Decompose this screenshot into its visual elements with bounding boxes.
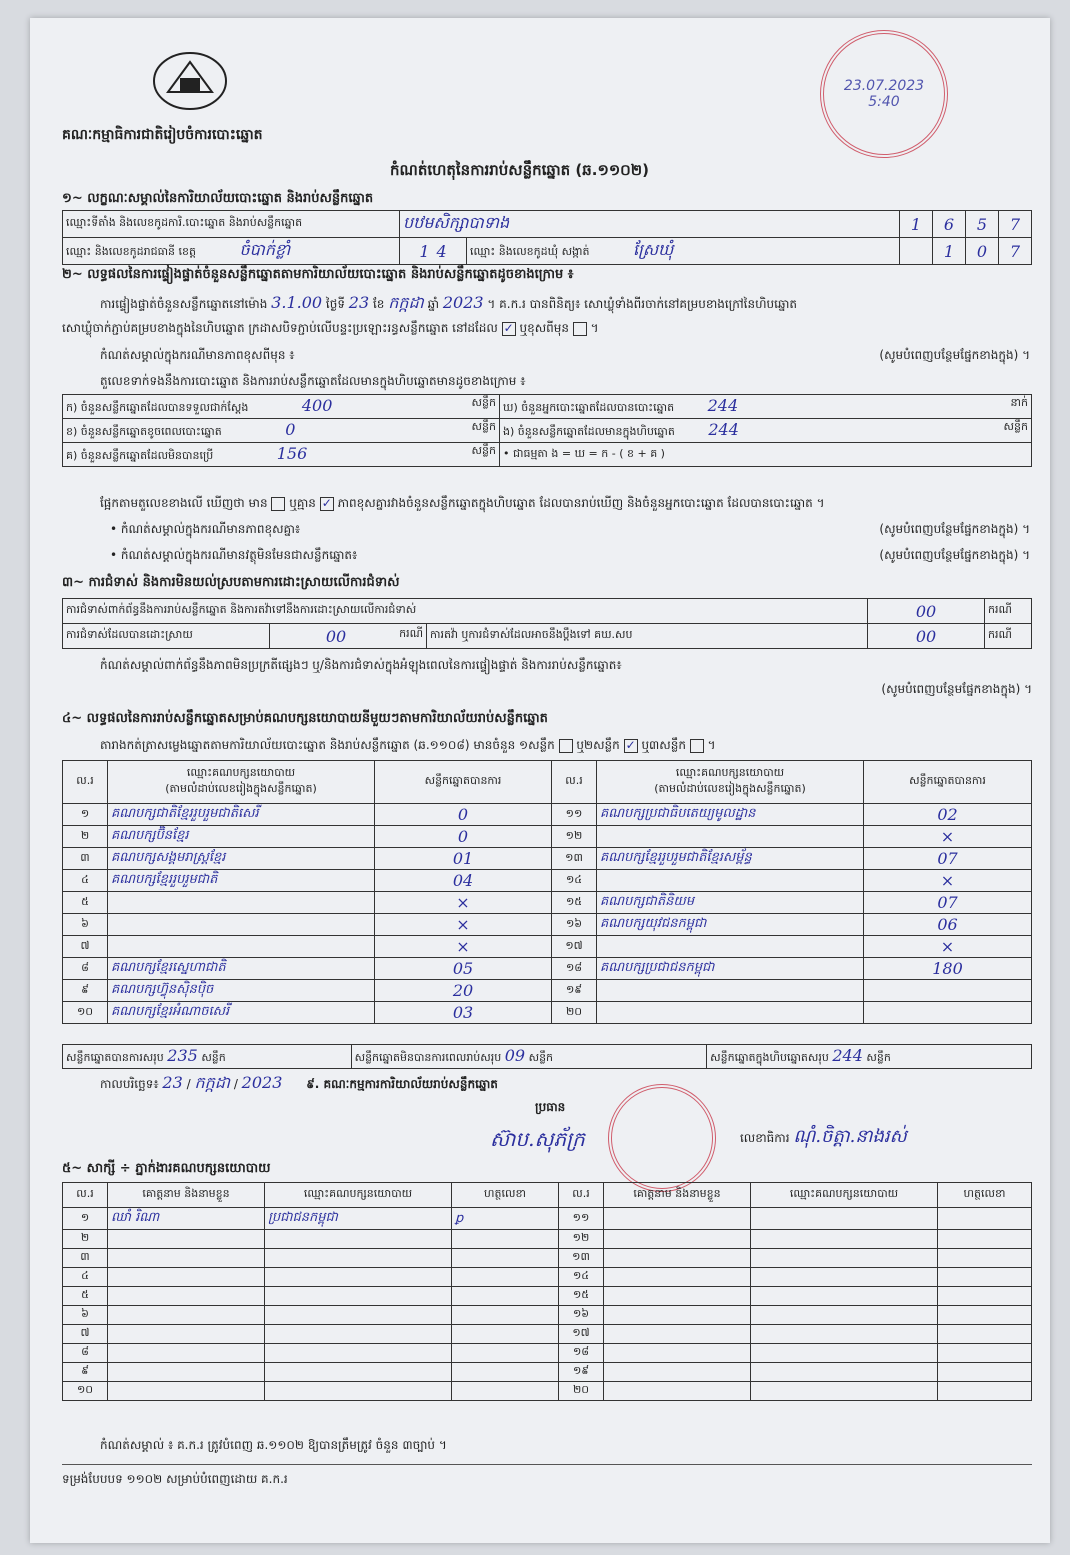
figures-intro: តួលេខទាក់ទងនឹងការបោះឆ្នោត និងការរាប់សន្លឹកឆ្នោតដែលមានក្នុងហិបឆ្នោតមានដូចខាងក្រោម ៖ (100, 374, 526, 388)
voters-value: 244 (707, 396, 739, 415)
document-page: គណៈកម្មាធិការជាតិរៀបចំការបោះឆ្នោត 23.07.2023 5:40 កំណត់ហេតុនៃការរាប់សន្លឹកឆ្នោត (ឆ.១១០២) ១~ លក្ខណៈសម្គាល់នៃការិយាល័យបោះឆ្នោត និងរាប់សន្លឹកឆ្នោត ឈ្មោះទីតាំង និងលេខកូដការិ.បោះឆ្នោត និងរាប់សន្លឹកឆ្នោត បឋមសិក្សាបាទាង 1 6 5 7 ឈ្មោះ និងលេខកូដរាជធានី ខេត្ត ចំបាក់ខ្លាំ 1 4 ឈ្មោះ និងលេខកូដឃុំ សង្កាត់ ស្រែឃុំ 1 0 7 ២~ លទ្ធផលនៃការផ្ទៀងផ្ទាត់ចំនួនសន្លឹកឆ្នោតតាមការិយាល័យបោះឆ្នោត និងរាប់សន្លឹកឆ្នោតដូចខាងក្រោម ៖ ការផ្ទៀងផ្ទាត់ចំនួនសន្លឹកឆ្នោតនៅម៉ោង 3.1.00 ថ្ងៃទី 23 ខែ កក្កដា ឆ្នាំ 2023 ។ គ.ក.រ បានពិនិត្យ៖ សោឃ្លុំទាំងពីរចាក់នៅគម្របខាងក្រៅនៃហិបឆ្នោត សោឃ្លុំចាក់ភ្ជាប់គម្របខាងក្នុងនៃហិបឆ្នោត ក្រដាសបិទភ្ជាប់លើបន្ទះប្រឡោះរន្ធសន្លឹកឆ្នោត នៅដដែល ✓ ឬខុសពីមុន ។ កំណត់សម្គាល់ក្នុងករណីមានភាពខុសពីមុន ៖ (សូមបំពេញបន្ថែមផ្នែកខាងក្នុង) ។ តួលេខទាក់ទងនឹងការបោះឆ្នោត និងការរាប់សន្លឹកឆ្នោតដែលមានក្នុងហិបឆ្នោតមានដូចខាងក្រោម ៖ ក) ចំនួនសន្លឹកឆ្នោតដែលបានទទួលជាក់ស្តែង 400 សន្លឹក ឃ) ចំនួនអ្នកបោះឆ្នោតដែលបានបោះឆ្នោត 244 នាក់ ខ) ចំនួនសន្លឹកឆ្នោតខូចពេលបោះឆ្នោត 0 សន្លឹក ង) ចំនួនសន្លឹកឆ្នោតដែលមានក្នុងហិបឆ្នោត 244 សន្លឹក គ) ចំនួនសន្លឹកឆ្នោតដែលមិនបានប្រើ 156 សន្លឹក • ជាធម្មតា ង = ឃ = ក - ( ខ + គ ) ផ្អែកតាមតួលេខខាងលើ ឃើញថា មាន ឬគ្មាន ✓ ភាពខុសគ្នារវាងចំនួនសន្លឹកឆ្នោតក្នុងហិបឆ្នោត ដែលបានរាប់ឃើញ និងចំនួនអ្នកបោះឆ្នោត ដែលបានបោះឆ្នោត ។ • កំណត់សម្គាល់ក្នុងករណីមានភាពខុសគ្នា៖ (សូមបំពេញបន្ថែមផ្នែកខាងក្នុង) ។ • កំណត់សម្គាល់ក្នុងករណីមានវត្ថុមិនមែនជាសន្លឹកឆ្នោត៖ (សូមបំពេញបន្ថែមផ្នែកខាងក្នុង) ។ ៣~ ការជំទាស់ និងការមិនយល់ស្របតាមការដោះស្រាយលើការជំទាស់ ការជំទាស់ពាក់ព័ន្ធនឹងការរាប់សន្លឹកឆ្នោត និងការតវ៉ាទៅនឹងការដោះស្រាយលើការជំទាស់ 00 ករណី ការជំទាស់ដែលបានដោះស្រាយ 00 ករណី ការតវ៉ា ឬការជំទាស់ដែលអាចនឹងប្តឹងទៅ គឃ.សប 00 ករណី កំណត់សម្គាល់ពាក់ព័ន្ធនឹងភាពមិនប្រក្រតីផ្សេងៗ ឬ/និងការជំទាស់ក្នុងអំឡុងពេលនៃការផ្ទៀងផ្ទាត់ និងការរាប់សន្លឹកឆ្នោត៖ (សូមបំពេញបន្ថែមផ្នែកខាងក្នុង) ។ ៤~ លទ្ធផលនៃការរាប់សន្លឹកឆ្នោតសម្រាប់គណបក្សនយោបាយនីមួយៗតាមការិយាល័យរាប់សន្លឹកឆ្នោត តារាងកត់ត្រាសម្លេងឆ្នោតតាមការិយាល័យបោះឆ្នោត និងរាប់សន្លឹកឆ្នោត (ឆ.១១០៨) មានចំនួន ១សន្លឹក ឬ២សន្លឹក ✓ ឬ៣សន្លឹក ។ ល.រ ឈ្មោះគណបក្សនយោបាយ (តាមលំដាប់លេខរៀងក្នុងសន្លឹកឆ្នោត) សន្លឹកឆ្នោតបានការ ល.រ ឈ្មោះគណបក្សនយោបាយ (តាមលំដាប់លេខរៀងក្នុងសន្លឹកឆ្នោត) សន្លឹកឆ្នោតបានការ ១ គណបក្សជាតិខ្មែររួបរួមជាតិសេរី 0 ១១ គណបក្សប្រជាធិបតេយ្យមូលដ្ឋាន 02 ២ គណបក្សប៊ិនខ្មែរ 0 ១២ × ៣ គណបក្សសង្គមរាស្ត្រខ្មែរ 01 ១៣ គណបក្សខ្មែររួបរួមជាតិខ្មែរសម្ព័ន្ធ 07 ៤ គណបក្សខ្មែររួបរួមជាតិ 04 ១៤ × ៥ × ១៥ គណបក្សជាតិនិយម 07 ៦ × ១៦ គណបក្សយុវជនកម្ពុជា 06 ៧ × ១៧ × ៨ គណបក្សខ្មែរស្នេហាជាតិ 05 ១៨ គណបក្សប្រជាជនកម្ពុជា 180 ៩ គណបក្សហ៊្វុនស៊ិនប៉ិច 20 ១៩ ១០ គណបក្សខ្មែរអំណាចសេរី 03 ២០ សន្លឹកឆ្នោតបានការសរុប 235 សន្លឹក សន្លឹកឆ្នោតមិនបានការពេលរាប់សរុប 09 សន្លឹក សន្លឹកឆ្នោតក្នុងហិបឆ្នោតសរុប 244 សន្លឹក កាលបរិច្ឆេទ៖ 23 / កក្កដា / 2023 ៩. គណៈកម្មការការិយាល័យរាប់សន្លឹកឆ្នោត ប្រធាន ស៊ាប.សុភ័ក្រ លេខាធិការ ណុំ.ចិត្តា.នាងរស់ ៥~ សាក្សី ÷ ភ្នាក់ងារគណបក្សនយោបាយ ល.រ គោត្តនាម និងនាមខ្លួន ឈ្មោះគណបក្សនយោបាយ ហត្ថលេខា ល.រ គោត្តនាម និងនាមខ្លួន ឈ្មោះគណបក្សនយោបាយ ហត្ថលេខា ១ ឈាំ រិណា ប្រជាជនកម្ពុជា ꝑ ១១ ២ ១២ ៣ ១៣ ៤ ១៤ ៥ ១៥ ៦ ១៦ ៧ ១៧ ៨ ១៨ ៩ ១៩ ១០ ២០ កំណត់សម្គាល់ ៖ គ.ក.រ ត្រូវបំពេញ ឆ.១១០២ ឱ្យបានត្រឹមត្រូវ ចំនួន ៣ច្បាប់ ។ ទម្រង់បែបបទ ១១០២ សម្រាប់បំពេញដោយ គ.ក.រ (30, 18, 1050, 1543)
location-code-4: 7 (1009, 214, 1021, 234)
receipt-stamp (820, 30, 948, 158)
row-no: ៤ (81, 1269, 89, 1282)
vote-count: 04 (452, 871, 474, 890)
row-no: ១៧ (565, 938, 583, 952)
row-no: ៦ (81, 916, 89, 930)
row-no: ៣ (80, 850, 90, 864)
table-row (63, 1382, 1032, 1401)
nec-logo (150, 50, 230, 112)
row-no: ៩ (81, 1364, 89, 1377)
row-no: ១៨ (572, 1345, 590, 1358)
table-row (63, 1230, 1032, 1249)
total-box-value: 244 (832, 1046, 863, 1065)
row-no: ១២ (565, 828, 583, 842)
row-no: ១៩ (565, 982, 583, 996)
party-name: គណបក្សខ្មែរអំណាចសេរី (111, 1004, 230, 1019)
seal-line: សោឃ្លុំចាក់ភ្ជាប់គម្របខាងក្នុងនៃហិបឆ្នោត ក្រដាសបិទភ្ជាប់លើបន្ទះប្រឡោះរន្ធសន្លឹកឆ្នោត នៅដដែល ✓ ឬខុសពីមុន ។ (62, 320, 599, 335)
row-no: ២ (80, 828, 90, 842)
table-row (63, 892, 1032, 914)
table-row (63, 1344, 1032, 1363)
row-no: ៤ (81, 872, 89, 886)
location-label: ឈ្មោះទីតាំង និងលេខកូដការិ.បោះឆ្នោត និងរាប់សន្លឹកឆ្នោត (63, 211, 400, 238)
row-no: ២ (80, 1231, 90, 1244)
province-label: ឈ្មោះ និងលេខកូដរាជធានី ខេត្ត ចំបាក់ខ្លាំ (63, 238, 400, 265)
table-row (63, 1208, 1032, 1230)
table-row (63, 1002, 1032, 1024)
vote-count: 01 (452, 849, 474, 868)
row-no: ១៣ (572, 1250, 590, 1263)
vote-count: × (456, 915, 470, 934)
table-row (63, 1363, 1032, 1382)
complaints-table: ការជំទាស់ពាក់ព័ន្ធនឹងការរាប់សន្លឹកឆ្នោត និងការតវ៉ាទៅនឹងការដោះស្រាយលើការជំទាស់ 00 ករណី ការជំទាស់ដែលបានដោះស្រាយ 00 ករណី ការតវ៉ា ឬការជំទាស់ដែលអាចនឹងប្តឹងទៅ គឃ.សប 00 ករណី (62, 598, 1032, 649)
table-row (63, 958, 1032, 980)
same-checkbox[interactable]: ✓ (503, 320, 514, 335)
row-no: ៣ (80, 1250, 90, 1263)
vote-count: × (456, 937, 470, 956)
row-no: ៨ (81, 960, 89, 974)
totals-table: សន្លឹកឆ្នោតបានការសរុប 235 សន្លឹក សន្លឹកឆ្នោតមិនបានការពេលរាប់សរុប 09 សន្លឹក សន្លឹកឆ្នោតក្នុងហិបឆ្នោតសរុប 244 សន្លឹក (62, 1044, 1032, 1069)
mismatch-note: • កំណត់សម្គាល់ក្នុងករណីមានភាពខុសគ្នា៖ (សូមបំពេញបន្ថែមផ្នែកខាងក្នុង) ។ (110, 522, 1030, 536)
section3-heading: ៣~ ការជំទាស់ និងការមិនយល់ស្របតាមការដោះស្រាយលើការជំទាស់ (62, 575, 400, 590)
row-no: ៥ (81, 1288, 89, 1301)
party-name: គណបក្សជាតិនិយម (600, 894, 695, 909)
table-row (63, 848, 1032, 870)
vote-count: 0 (457, 805, 469, 824)
row-no: ៧ (80, 1326, 90, 1339)
foreign-object-note: • កំណត់សម្គាល់ក្នុងករណីមានវត្ថុមិនមែនជាសន្លឹកឆ្នោត៖ (សូមបំពេញបន្ថែមផ្នែកខាងក្នុង) ។ (110, 548, 1030, 562)
location-value: បឋមសិក្សាបាទាង (403, 213, 510, 232)
row-no: ១១ (572, 1210, 590, 1224)
committee-seal (608, 1084, 716, 1192)
row-no: ៩ (81, 982, 89, 996)
row-no: ១៤ (572, 1269, 590, 1282)
unused-value: 156 (276, 444, 308, 463)
vote-count: 05 (452, 959, 474, 978)
witness-party: ប្រជាជនកម្ពុជា (268, 1210, 338, 1225)
commune-code-3: 7 (1009, 241, 1021, 261)
party-name: គណបក្សប្រជាធិបតេយ្យមូលដ្ឋាន (600, 806, 756, 821)
received-value: 400 (301, 396, 333, 415)
section4-heading: ៤~ លទ្ធផលនៃការរាប់សន្លឹកឆ្នោតសម្រាប់គណបក្សនយោបាយនីមួយៗតាមការិយាល័យរាប់សន្លឹកឆ្នោត (62, 711, 548, 726)
vote-count: 180 (932, 959, 963, 978)
committee-name: គណៈកម្មាធិការជាតិរៀបចំការបោះឆ្នោត (62, 127, 263, 143)
in-box-value: 244 (708, 420, 739, 439)
province-code: 1 (419, 241, 430, 261)
appeal-value: 00 (915, 626, 937, 646)
commune-code-1: 1 (943, 241, 955, 261)
chair-signature: ស៊ាប.សុភ័ក្រ (490, 1127, 585, 1151)
commune-value: ស្រែឃុំ (633, 240, 674, 259)
vote-count: × (456, 893, 470, 912)
vote-count: × (940, 827, 955, 846)
chair-label: ប្រធាន (535, 1100, 566, 1114)
location-code-1: 1 (910, 214, 922, 234)
verify-month: កក្កដា (388, 293, 424, 312)
row-no: ២០ (565, 1004, 583, 1018)
section1-heading: ១~ លក្ខណៈសម្គាល់នៃការិយាល័យបោះឆ្នោត និងរាប់សន្លឹកឆ្នោត (62, 191, 374, 206)
irregularity-note: កំណត់សម្គាល់ពាក់ព័ន្ធនឹងភាពមិនប្រក្រតីផ្សេងៗ ឬ/និងការជំទាស់ក្នុងអំឡុងពេលនៃការផ្ទៀងផ្ទាត់ និងការរាប់សន្លឹកឆ្នោត៖ (100, 658, 622, 672)
party-name: គណបក្សខ្មែរស្នេហាជាតិ (111, 960, 226, 975)
table-row (63, 1249, 1032, 1268)
sheets-line: តារាងកត់ត្រាសម្លេងឆ្នោតតាមការិយាល័យបោះឆ្នោត និងរាប់សន្លឹកឆ្នោត (ឆ.១១០៨) មានចំនួន ១សន្លឹក ឬ២សន្លឹក ✓ ឬ៣សន្លឹក ។ (100, 737, 716, 752)
witness-table: ល.រ គោត្តនាម និងនាមខ្លួន ឈ្មោះគណបក្សនយោបាយ ហត្ថលេខា ល.រ គោត្តនាម និងនាមខ្លួន ឈ្មោះគណបក្សនយោបាយ ហត្ថលេខា ១ ឈាំ រិណា ប្រជាជនកម្ពុជា ꝑ ១១ ២ ១២ ៣ ១៣ ៤ ១៤ ៥ ១៥ ៦ ១៦ ៧ ១៧ ៨ ១៨ ៩ ១៩ ១០ ២០ (62, 1182, 1032, 1401)
party-name: គណបក្សខ្មែររួបរួមជាតិ (111, 872, 218, 887)
different-checkbox[interactable] (573, 322, 587, 336)
party-name: គណបក្សប្រជាជនកម្ពុជា (600, 960, 715, 975)
footer-divider (62, 1464, 1032, 1465)
table-row (63, 936, 1032, 958)
row-no: ១ (80, 1210, 90, 1224)
row-no: ១០ (76, 1383, 94, 1396)
table-row (63, 1306, 1032, 1325)
verify-line: ការផ្ទៀងផ្ទាត់ចំនួនសន្លឹកឆ្នោតនៅម៉ោង 3.1.00 ថ្ងៃទី 23 ខែ កក្កដា ឆ្នាំ 2023 ។ គ.ក.រ បានពិនិត្យ៖ សោឃ្លុំទាំងពីរចាក់នៅគម្របខាងក្រៅនៃហិបឆ្នោត (100, 293, 797, 312)
complaints-label: ការជំទាស់ពាក់ព័ន្ធនឹងការរាប់សន្លឹកឆ្នោត និងការតវ៉ាទៅនឹងការដោះស្រាយលើការជំទាស់ (63, 599, 868, 624)
vote-count: × (940, 871, 955, 890)
vote-count: 03 (452, 1003, 474, 1022)
row-no: ១៦ (565, 916, 583, 930)
vote-count: 0 (457, 827, 469, 846)
vote-count: 07 (937, 893, 958, 912)
spoiled-value: 0 (285, 420, 296, 439)
row-no: ១៧ (572, 1326, 590, 1339)
party-name: គណបក្សខ្មែររួបរួមជាតិខ្មែរសម្ព័ន្ធ (600, 850, 752, 865)
vote-count: 20 (452, 981, 474, 1000)
table-row (63, 1287, 1032, 1306)
table-row (63, 804, 1032, 826)
vote-count: × (940, 937, 955, 956)
row-no: ១៥ (565, 894, 583, 908)
total-valid-value: 235 (167, 1046, 198, 1065)
stamp-time: 5:40 (868, 94, 900, 110)
location-code-3: 5 (976, 214, 988, 234)
resolved-value: 00 (325, 626, 347, 646)
row-no: ១៨ (565, 960, 583, 974)
table-row (63, 1268, 1032, 1287)
location-code-2: 6 (943, 214, 955, 234)
row-no: ១៣ (565, 850, 583, 864)
party-name: គណបក្សប៊ិនខ្មែរ (111, 828, 189, 843)
row-no: ១៦ (572, 1307, 590, 1320)
row-no: ១០ (76, 1004, 94, 1018)
row-no: ១ (80, 806, 90, 820)
has-difference-checkbox[interactable] (271, 497, 285, 511)
secretary: លេខាធិការ ណុំ.ចិត្តា.នាងរស់ (740, 1126, 907, 1147)
party-name: គណបក្សជាតិខ្មែររួបរួមជាតិសេរី (111, 806, 259, 821)
commune-label: ឈ្មោះ និងលេខកូដឃុំ សង្កាត់ ស្រែឃុំ (467, 238, 900, 265)
row-no: ១៥ (572, 1288, 590, 1301)
province-value: ចំបាក់ខ្លាំ (239, 240, 291, 259)
total-invalid-value: 09 (504, 1046, 526, 1065)
row-no: ៥ (81, 894, 89, 908)
section1-table: ឈ្មោះទីតាំង និងលេខកូដការិ.បោះឆ្នោត និងរាប់សន្លឹកឆ្នោត បឋមសិក្សាបាទាង 1 6 5 7 ឈ្មោះ និងលេខកូដរាជធានី ខេត្ត ចំបាក់ខ្លាំ 1 4 ឈ្មោះ និងលេខកូដឃុំ សង្កាត់ ស្រែឃុំ 1 0 7 (62, 210, 1032, 265)
difference-note: កំណត់សម្គាល់ក្នុងករណីមានភាពខុសពីមុន ៖ (សូមបំពេញបន្ថែមផ្នែកខាងក្នុង) ។ (100, 348, 1030, 362)
stamp-date: 23.07.2023 (843, 78, 925, 94)
footer-note: កំណត់សម្គាល់ ៖ គ.ក.រ ត្រូវបំពេញ ឆ.១១០២ ឱ្យបានត្រឹមត្រូវ ចំនួន ៣ច្បាប់ ។ (100, 1438, 447, 1452)
row-no: ២០ (572, 1383, 590, 1396)
row-no: ៦ (81, 1307, 89, 1320)
section5-heading: ៥~ សាក្សី ÷ ភ្នាក់ងារគណបក្សនយោបាយ (62, 1161, 271, 1176)
table-row (63, 914, 1032, 936)
secretary-signature: ណុំ.ចិត្តា.នាងរស់ (793, 1126, 907, 1147)
table-row (63, 980, 1032, 1002)
complaints-value: 00 (915, 601, 937, 621)
table-row (63, 1325, 1032, 1344)
vote-count: 02 (937, 805, 958, 824)
row-no: ១២ (572, 1231, 590, 1244)
party-name: គណបក្សហ៊្វុនស៊ិនប៉ិច (111, 982, 214, 997)
no-difference-checkbox[interactable]: ✓ (321, 495, 332, 510)
party-name: គណបក្សសង្គមរាស្ត្រខ្មែរ (111, 850, 226, 865)
row-no: ៨ (81, 1345, 89, 1358)
party-name: គណបក្សយុវជនកម្ពុជា (600, 916, 707, 931)
row-no: ៧ (80, 938, 90, 952)
verify-day: 23 (348, 293, 370, 312)
form-title: កំណត់ហេតុនៃការរាប់សន្លឹកឆ្នោត (ឆ.១១០២) (390, 161, 650, 179)
vote-count: 06 (937, 915, 958, 934)
commune-code-2: 0 (976, 241, 988, 261)
row-no: ១១ (565, 806, 583, 820)
row-no: ១៩ (572, 1364, 590, 1377)
table-row (63, 826, 1032, 848)
section2-heading: ២~ លទ្ធផលនៃការផ្ទៀងផ្ទាត់ចំនួនសន្លឹកឆ្នោតតាមការិយាល័យបោះឆ្នោត និងរាប់សន្លឹកឆ្នោតដូចខាងក្រោម ៖ (62, 267, 574, 282)
witness-name: ឈាំ រិណា (111, 1210, 160, 1225)
witness-signature: ꝑ (455, 1211, 464, 1226)
figures-table: ក) ចំនួនសន្លឹកឆ្នោតដែលបានទទួលជាក់ស្តែង 400 សន្លឹក ឃ) ចំនួនអ្នកបោះឆ្នោតដែលបានបោះឆ្នោត 244 នាក់ ខ) ចំនួនសន្លឹកឆ្នោតខូចពេលបោះឆ្នោត 0 សន្លឹក ង) ចំនួនសន្លឹកឆ្នោតដែលមានក្នុងហិបឆ្នោត 244 សន្លឹក គ) ចំនួនសន្លឹកឆ្នោតដែលមិនបានប្រើ 156 សន្លឹក • ជាធម្មតា ង = ឃ = ក - ( ខ + គ ) (62, 394, 1032, 467)
compare-line: ផ្អែកតាមតួលេខខាងលើ ឃើញថា មាន ឬគ្មាន ✓ ភាពខុសគ្នារវាងចំនួនសន្លឹកឆ្នោតក្នុងហិបឆ្នោត ដែលបានរាប់ឃើញ និងចំនួនអ្នកបោះឆ្នោត ដែលបានបោះឆ្នោត ។ (100, 495, 825, 510)
verify-year: 2023 (442, 293, 484, 312)
row-no: ១៤ (565, 872, 583, 886)
results-table: ល.រ ឈ្មោះគណបក្សនយោបាយ (តាមលំដាប់លេខរៀងក្នុងសន្លឹកឆ្នោត) សន្លឹកឆ្នោតបានការ ល.រ ឈ្មោះគណបក្សនយោបាយ (តាមលំដាប់លេខរៀងក្នុងសន្លឹកឆ្នោត) សន្លឹកឆ្នោតបានការ ១ គណបក្សជាតិខ្មែររួបរួមជាតិសេរី 0 ១១ គណបក្សប្រជាធិបតេយ្យមូលដ្ឋាន 02 ២ គណបក្សប៊ិនខ្មែរ 0 ១២ × ៣ គណបក្សសង្គមរាស្ត្រខ្មែរ 01 ១៣ គណបក្សខ្មែររួបរួមជាតិខ្មែរសម្ព័ន្ធ 07 ៤ គណបក្សខ្មែររួបរួមជាតិ 04 ១៤ × ៥ × ១៥ គណបក្សជាតិនិយម 07 ៦ × ១៦ គណបក្សយុវជនកម្ពុជា 06 ៧ × ១៧ × ៨ គណបក្សខ្មែរស្នេហាជាតិ 05 ១៨ គណបក្សប្រជាជនកម្ពុជា 180 ៩ គណបក្សហ៊្វុនស៊ិនប៉ិច 20 ១៩ ១០ គណបក្សខ្មែរអំណាចសេរី 03 ២០ (62, 760, 1032, 1024)
verify-time: 3.1.00 (271, 293, 323, 312)
formula: • ជាធម្មតា ង = ឃ = ក - ( ខ + គ ) (500, 443, 1032, 467)
vote-count: 07 (937, 849, 958, 868)
closing-date: កាលបរិច្ឆេទ៖ 23 / កក្កដា / 2023 ៩. គណៈកម្មការការិយាល័យរាប់សន្លឹកឆ្នោត (100, 1073, 498, 1092)
table-row (63, 870, 1032, 892)
form-reference: ទម្រង់បែបបទ ១១០២ សម្រាប់បំពេញដោយ គ.ក.រ (62, 1472, 288, 1486)
